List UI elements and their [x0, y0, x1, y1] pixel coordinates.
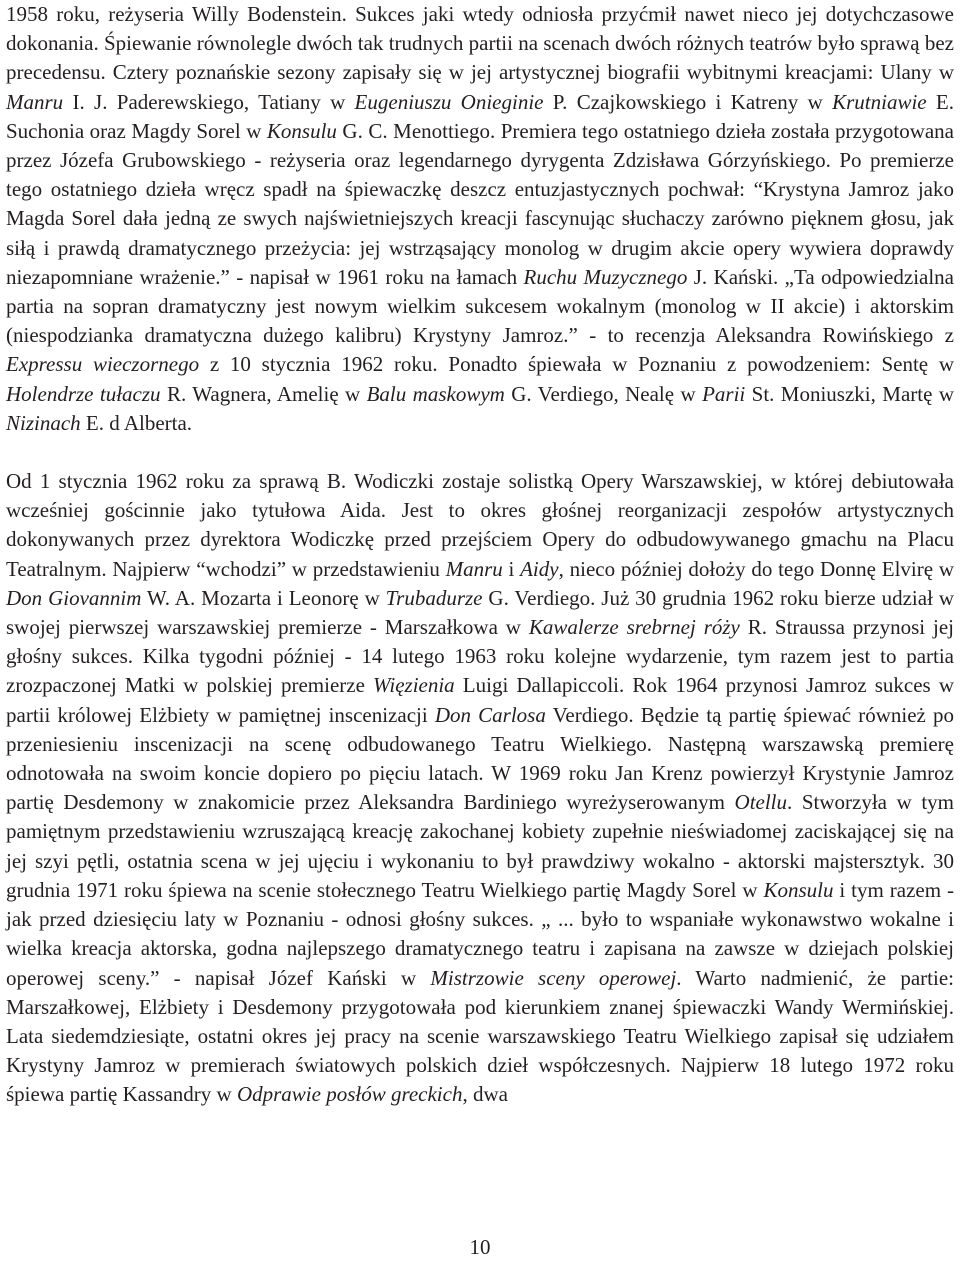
italic-title-text: Kawalerze srebrnej róży	[528, 615, 740, 640]
body-text: St. Moniuszki, Martę w	[745, 381, 954, 406]
body-text: P. Czajkowskiego i Katreny w	[543, 89, 833, 114]
italic-title-text: Krutniawie	[832, 89, 927, 114]
body-text: Verdiego. Będzie tą partię śpiewać również po przeniesieniu inscenizacji na scenę odbudowanego Teatru Wielkiego. Następną warszawską premierę odnotowała na swoim koncie dopiero po pięciu latach. W 1969 roku Jan Krenz powierzył Krystynie Jamroz partię Desdemony w znakomicie przez Aleksandra Bardiniego wyreżyserowanym	[6, 702, 954, 815]
italic-title-text: Holendrze tułaczu	[6, 381, 161, 406]
italic-title-text: Aidy	[520, 556, 559, 581]
italic-title-text: Odprawie posłów greckich	[236, 1082, 463, 1107]
body-text: G. Verdiego, Nealę w	[504, 381, 703, 406]
body-text: G. Verdiego. Już 30 grudnia 1962 roku bierze udział w swojej pierwszej warszawskiej premierze - Marszałkowa w	[6, 585, 954, 640]
italic-title-text: Trubadurze	[385, 585, 483, 610]
body-text: Luigi Dallapiccoli. Rok 1964 przynosi Jamroz sukces w partii królowej Elżbiety w pamiętnej inscenizacji	[6, 673, 954, 727]
italic-title-text: Don Carlosa	[434, 702, 546, 727]
italic-title-text: Balu maskowym	[366, 381, 505, 406]
document-page	[6, 0, 954, 1110]
italic-title-text: Konsulu	[763, 877, 834, 902]
body-text: E. Suchonia oraz Magdy Sorel w	[6, 89, 954, 143]
body-text: . Stworzyła w tym pamiętnym przedstawieniu wzruszającą kreację zakochanej kobiety zupełnie nieświadomej zaciskającej się na jej szyi pętli, ostatnia scena w jej ujęciu i wykonaniu to był prawdziwy wokalno - aktorski majstersztyk. 30 grudnia 1971 roku śpiewa na scenie stołecznego Teatru Wielkiego partię Magdy Sorel w	[6, 790, 954, 902]
italic-title-text: Więzienia	[373, 673, 455, 698]
italic-title-text: Parii	[702, 381, 746, 406]
page-number: 10	[469, 1235, 491, 1259]
italic-title-text: Ruchu Muzycznego	[523, 264, 688, 289]
body-text: J. Kański. „Ta odpowiedzialna partia na sopran dramatyczny jest nowym wielkim sukcesem wokalnym (monolog w II akcie) i aktorskim (niespodzianka dramatyczna dużego kalibru) Krystyny Jamroz.” - to recenzja Aleksandra Rowińskiego z	[6, 264, 955, 348]
body-text: Od 1 stycznia 1962 roku za sprawą B. Wodiczki zostaje solistką Opery Warszawskiej, w której debiutowała wcześniej gościnnie jako tytułowa Aida. Jest to okres głośnej reorganizacji zespołów artystycznych dokonywanych przez dyrektora Wodiczkę przed przejściem Opery do odbudowywanego gmachu na Placu Teatralnym. Najpierw “wchodzi” w przedstawieniu	[6, 469, 954, 581]
body-text: R. Wagnera, Amelię w	[160, 381, 367, 406]
italic-title-text: Expressu wieczornego	[6, 352, 200, 377]
body-text: z 10 stycznia 1962 roku. Ponadto śpiewała w Poznaniu z powodzeniem: Sentę w	[199, 352, 955, 377]
body-text: . Warto nadmienić, że partie: Marszałkowej, Elżbiety i Desdemony przygotowała pod kierunkiem znanej śpiewaczki Wandy Wermińskiej. Lata siedemdziesiąte, ostatni okres jej pracy na scenie warszawskiego Teatru Wielkiego zapisał się udziałem Krystyny Jamroz w premierach światowych polskich dzieł współczesnych. Najpierw 18 lutego 1972 roku śpiewa partię Kassandry w	[6, 965, 954, 1107]
body-text: i	[502, 556, 521, 581]
paragraph-gap	[6, 438, 954, 467]
body-text: , nieco później dołoży do tego Donnę Elvirę w	[558, 556, 954, 581]
italic-title-text: Nizinach	[6, 410, 81, 435]
body-text: G. C. Menottiego. Premiera tego ostatniego dzieła została przygotowana przez Józefa Grubowskiego - reżyseria oraz legendarnego dyrygenta Zdzisława Górzyńskiego. Po premierze tego ostatniego dzieła wręcz spadł na śpiewaczkę deszcz entuzjastycznych pochwał: “Krystyna Jamroz jako Magda Sorel dała jedną ze swych najświetniejszych kreacji fascynując słuchaczy zarówno pięknem głosu, jak siłą i prawdą dramatycznego przeżycia: jej wstrząsający monolog w drugim akcie opery wywiera doprawdy niezapomniane wrażenie.” - napisał w 1961 roku na łamach	[6, 118, 954, 289]
paragraph-2	[6, 467, 954, 1109]
italic-title-text: Otellu	[734, 790, 788, 815]
italic-title-text: Eugeniuszu Onieginie	[354, 89, 544, 114]
italic-title-text: Mistrzowie sceny operowej	[430, 965, 677, 990]
body-text: , dwa	[462, 1082, 508, 1107]
body-text: I. J. Paderewskiego, Tatiany w	[63, 89, 355, 114]
body-text: E. d Alberta.	[80, 410, 193, 435]
italic-title-text: Manru	[6, 89, 64, 114]
italic-title-text: Manru	[445, 556, 503, 581]
italic-title-text: Don Giovannim	[6, 585, 142, 610]
italic-title-text: Konsulu	[266, 118, 337, 143]
body-text: W. A. Mozarta i Leonorę w	[141, 585, 386, 610]
body-text: i tym razem - jak przed dziesięciu laty w Poznaniu - odnosi głośny sukces. „ ... było to wspaniałe wykonawstwo wokalne i wielka kreacja aktorska, godna najlepszego dramatycznego teatru i zapisana na zawsze w dziejach polskiej operowej sceny.” - napisał Józef Kański w	[6, 877, 954, 990]
paragraph-1	[6, 0, 954, 438]
body-text: 1958 roku, reżyseria Willy Bodenstein. Sukces jaki wtedy odniosła przyćmił nawet nieco jej dotychczasowe dokonania. Śpiewanie równolegle dwóch tak trudnych partii na scenach dwóch różnych teatrów było sprawą bez precedensu. Cztery poznańskie sezony zapisały się w jej artystycznej biografii wybitnymi kreacjami: Ulany w	[6, 2, 954, 85]
body-text: R. Straussa przynosi jej głośny sukces. Kilka tygodni później - 14 lutego 1963 roku kolejne wydarzenie, tym razem jest to partia zrozpaczonej Matki w polskiej premierze	[6, 615, 954, 698]
